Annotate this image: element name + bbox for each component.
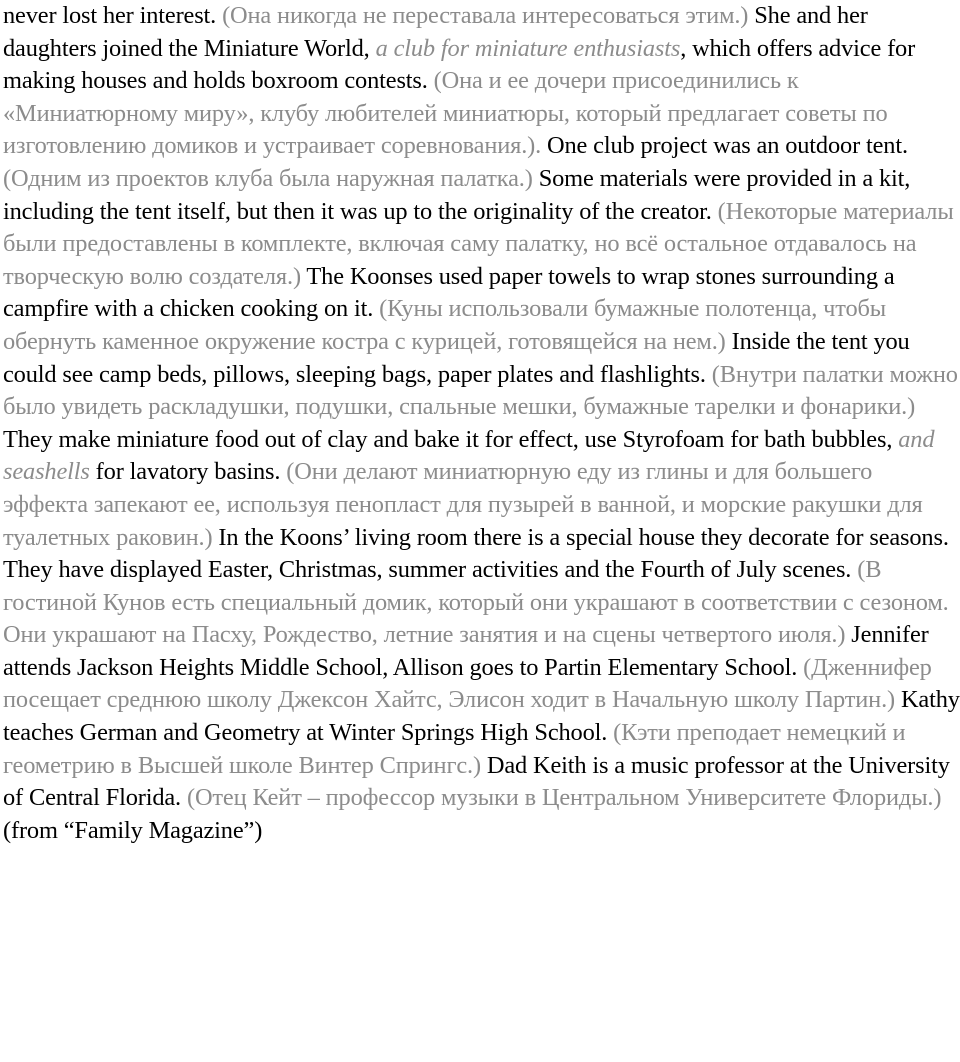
russian-translation: (Отец Кейт – профессор музыки в Центральном Университете Флориды.) [186, 784, 942, 812]
english-text: They make miniature food out of clay and bake it for effect, use Styrofoam for bath bubbles, [3, 425, 899, 453]
source-note: (from “Family Magazine”) [3, 816, 263, 844]
english-text: In the Koons’ living room there is a special house they decorate for seasons. They have displayed Easter, Christmas, summer activities and the Fourth of July scenes. [3, 523, 949, 584]
russian-translation: (Внутри палатки можно было увидеть раскладушки, подушки, спальные мешки, бумажные тарелки и фонарики.) [3, 360, 958, 421]
body-paragraph [3, 0, 960, 815]
english-text: Dad Keith is a music professor at the University of Central Florida. [3, 751, 950, 812]
english-text: Inside the tent you could see camp beds, pillows, sleeping bags, paper plates and flashlights. [3, 327, 910, 388]
russian-translation: (Одним из проектов клуба была наружная палатка.) [3, 164, 539, 192]
english-text: , which offers advice for making houses and holds boxroom contests. [3, 34, 916, 95]
english-text: Kathy teaches German and Geometry at Winter Springs High School. [3, 686, 960, 747]
italic-phrase: a club for miniature enthusiasts [375, 34, 681, 62]
russian-translation: (В гостиной Кунов есть специальный домик, который они украшают в соответствии с сезоном. Они украшают на Пасху, Рождество, летние занятия и на сцены четвертого июля.) [3, 556, 949, 649]
english-text: never lost her interest. [3, 2, 223, 29]
russian-translation: (Она и ее дочери присоединились к «Миниатюрному миру», клубу любителей миниатюры, который предлагает советы по изготовлению домиков и устраивает соревнования.). [3, 67, 888, 160]
russian-translation: (Кэти преподает немецкий и геометрию в Высшей школе Винтер Спрингс.) [3, 719, 906, 779]
russian-translation: (Они делают миниатюрную еду из глины и для большего эффекта запекают ее, используя пенопласт для пузырей в ванной, и морские ракушки для туалетных раковин.) [3, 458, 923, 551]
russian-translation: (Дженнифер посещает среднюю школу Джексон Хайтс, Элисон ходит в Начальную школу Партин.) [3, 653, 932, 714]
russian-translation: (Куны использовали бумажные полотенца, чтобы обернуть каменное окружение костра с курицей, готовящейся на нем.) [3, 295, 887, 355]
english-text: Jennifer attends Jackson Heights Middle School, Allison goes to Partin Elementary School. [3, 621, 929, 681]
russian-translation: (Она никогда не переставала интересоваться этим.) [222, 2, 755, 29]
english-text: The Koonses used paper towels to wrap stones surrounding a campfire with a chicken cooking on it. [3, 262, 895, 323]
english-text: She and her daughters joined the Miniature World, [3, 2, 868, 62]
english-text: One club project was an outdoor tent. [547, 132, 908, 160]
italic-phrase: and seashells [3, 425, 935, 486]
russian-translation: (Некоторые материалы были предоставлены в комплекте, включая саму палатку, но всё остальное отдавалось на творческую волю создателя.) [3, 197, 954, 290]
english-text: Some materials were provided in a kit, including the tent itself, but then it was up to the originality of the creator. [3, 164, 911, 225]
english-text: for lavatory basins. [89, 458, 287, 486]
